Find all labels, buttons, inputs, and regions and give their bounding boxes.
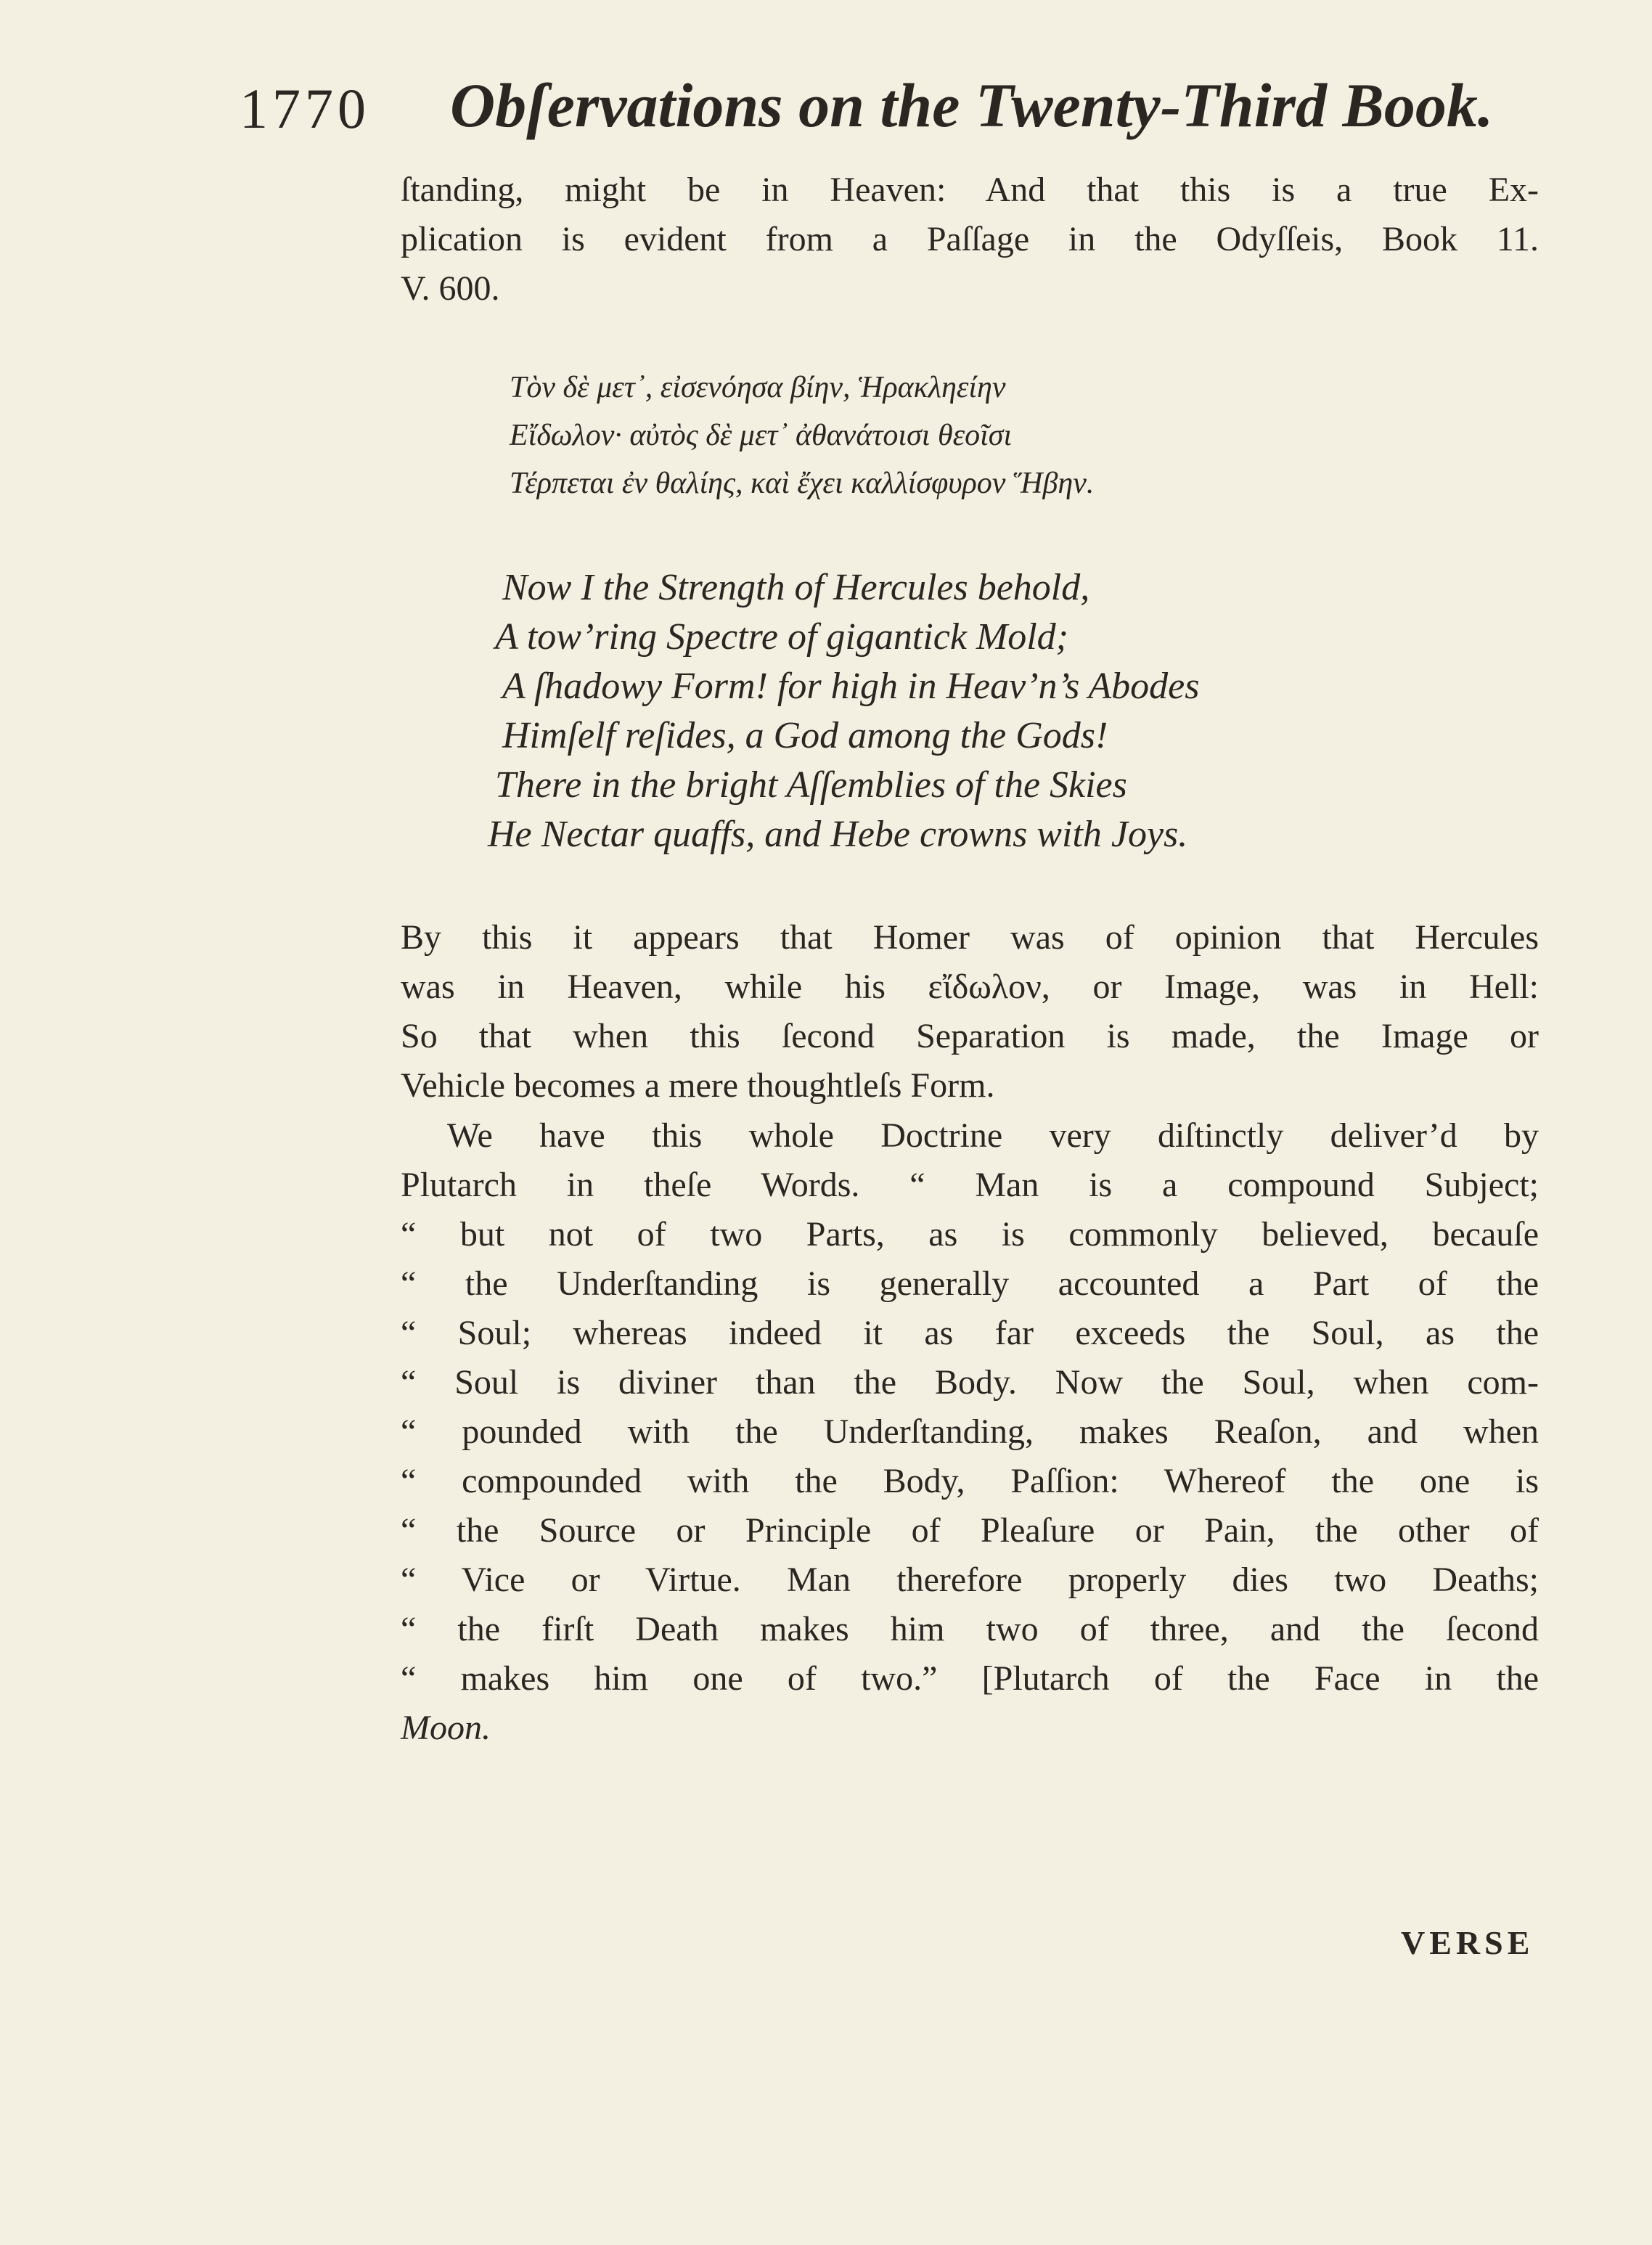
text-line: “ the Underſtanding is generally accounted a Part of the [401,1264,1539,1303]
text-line: “ Vice or Virtue. Man therefore properly dies two Deaths; [401,1561,1539,1599]
text-line: V. 600. [401,269,500,308]
text-line: ſtanding, might be in Heaven: And that this is a true Ex- [401,171,1539,209]
greek-line: Εἴδωλον· αὐτὸς δὲ μετ᾽ ἀθανάτοισι θεοῖσι [510,419,1013,452]
text-line: “ Soul is diviner than the Body. Now the Soul, when com- [401,1363,1539,1402]
running-title: Obſervations on the Twenty-Third Book. [450,70,1494,140]
verse-line: A tow’ring Spectre of gigantick Mold; [495,616,1068,658]
verse-line: A ſhadowy Form! for high in Heav’n’s Abodes [502,666,1200,707]
verse-line: Now I the Strength of Hercules behold, [502,567,1090,608]
text-line: “ Soul; whereas indeed it as far exceeds the Soul, as the [401,1314,1539,1352]
text-line: “ the firſt Death makes him two of three, and the ſecond [401,1610,1539,1648]
text-line: “ the Source or Principle of Pleaſure or Pain, the other of [401,1511,1539,1550]
text-line: We have this whole Doctrine very diſtinctly deliver’d by [447,1116,1539,1155]
text-line: By this it appears that Homer was of opinion that Hercules [401,918,1539,957]
text-line: Plutarch in theſe Words. “ Man is a compound Subject; [401,1166,1539,1204]
greek-line: Τέρπεται ἐν θαλίης, καὶ ἔχει καλλίσφυρον Ἥβην. [510,467,1095,500]
text-line: So that when this ſecond Separation is made, the Image or [401,1017,1539,1055]
text-line: “ but not of two Parts, as is commonly believed, becauſe [401,1215,1539,1254]
text-line: Vehicle becomes a mere thoughtleſs Form. [401,1066,995,1105]
text-line: was in Heaven, while his εἴδωλον, or Image, was in Hell: [401,968,1539,1006]
text-line: Moon. [401,1709,491,1747]
verse-line: Himſelf reſides, a God among the Gods! [502,715,1108,756]
text-line: “ compounded with the Body, Paſſion: Whereof the one is [401,1462,1539,1500]
catchword: VERSE [1401,1924,1534,1961]
verse-line: He Nectar quaffs, and Hebe crowns with Joys. [488,814,1188,855]
text-line: “ pounded with the Underſtanding, makes Reaſon, and when [401,1412,1539,1451]
page-number: 1770 [240,77,370,140]
verse-line: There in the bright Aſſemblies of the Skies [495,764,1127,806]
page-header [240,69,1494,149]
text-line: plication is evident from a Paſſage in the Odyſſeis, Book 11. [401,220,1539,258]
text-line: “ makes him one of two.” [Plutarch of the Face in the [401,1659,1539,1698]
greek-line: Τὸν δὲ μετ᾽, εἰσενόησα βίην, Ἡρακληείην [510,371,1006,404]
